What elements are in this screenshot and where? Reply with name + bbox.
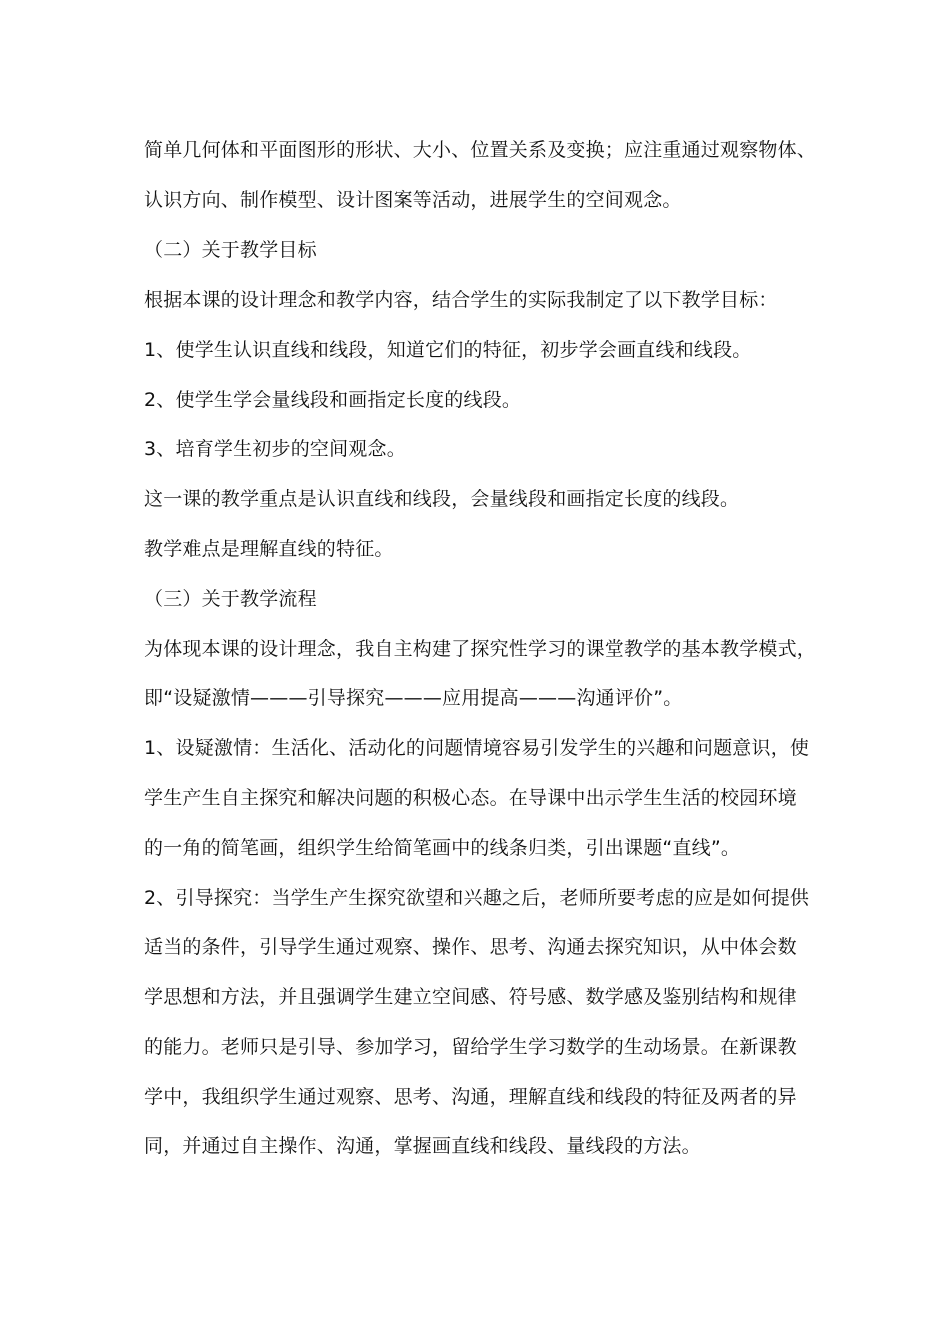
section-heading-goals: （二）关于教学目标 <box>144 239 317 261</box>
paragraph-line: 为体现本课的设计理念，我自主构建了探究性学习的课堂教学的基本教学模式， <box>144 638 817 660</box>
paragraph-line: 学思想和方法，并且强调学生建立空间感、符号感、数学感及鉴别结构和规律 <box>144 986 797 1008</box>
paragraph-line: 简单几何体和平面图形的形状、大小、位置关系及变换；应注重通过观察物体、 <box>144 139 817 161</box>
paragraph-line: 即“设疑激情———引导探究———应用提高———沟通评价”。 <box>144 687 683 709</box>
paragraph-line: 学中，我组织学生通过观察、思考、沟通，理解直线和线段的特征及两者的异 <box>144 1086 797 1108</box>
paragraph-line: 这一课的教学重点是认识直线和线段，会量线段和画指定长度的线段。 <box>144 488 740 510</box>
paragraph-line: 同，并通过自主操作、沟通，掌握画直线和线段、量线段的方法。 <box>144 1135 701 1157</box>
list-item: 1、设疑激情：生活化、活动化的问题情境容易引发学生的兴趣和问题意识，使 <box>144 737 810 759</box>
paragraph-line: 教学难点是理解直线的特征。 <box>144 538 394 560</box>
list-item: 3、培育学生初步的空间观念。 <box>144 438 406 460</box>
section-heading-process: （三）关于教学流程 <box>144 588 317 610</box>
paragraph-line: 的一角的简笔画，组织学生给简笔画中的线条归类，引出课题“直线”。 <box>144 837 741 859</box>
paragraph-line: 适当的条件，引导学生通过观察、操作、思考、沟通去探究知识，从中体会数 <box>144 936 797 958</box>
list-item: 2、使学生学会量线段和画指定长度的线段。 <box>144 389 522 411</box>
paragraph-line: 认识方向、制作模型、设计图案等活动，进展学生的空间观念。 <box>144 189 682 211</box>
paragraph-line: 根据本课的设计理念和教学内容，结合学生的实际我制定了以下教学目标： <box>144 289 778 311</box>
list-item: 2、引导探究：当学生产生探究欲望和兴趣之后，老师所要考虑的应是如何提供 <box>144 887 810 909</box>
list-item: 1、使学生认识直线和线段，知道它们的特征，初步学会画直线和线段。 <box>144 339 752 361</box>
paragraph-line: 学生产生自主探究和解决问题的积极心态。在导课中出示学生生活的校园环境 <box>144 787 797 809</box>
paragraph-line: 的能力。老师只是引导、参加学习，留给学生学习数学的生动场景。在新课教 <box>144 1036 797 1058</box>
